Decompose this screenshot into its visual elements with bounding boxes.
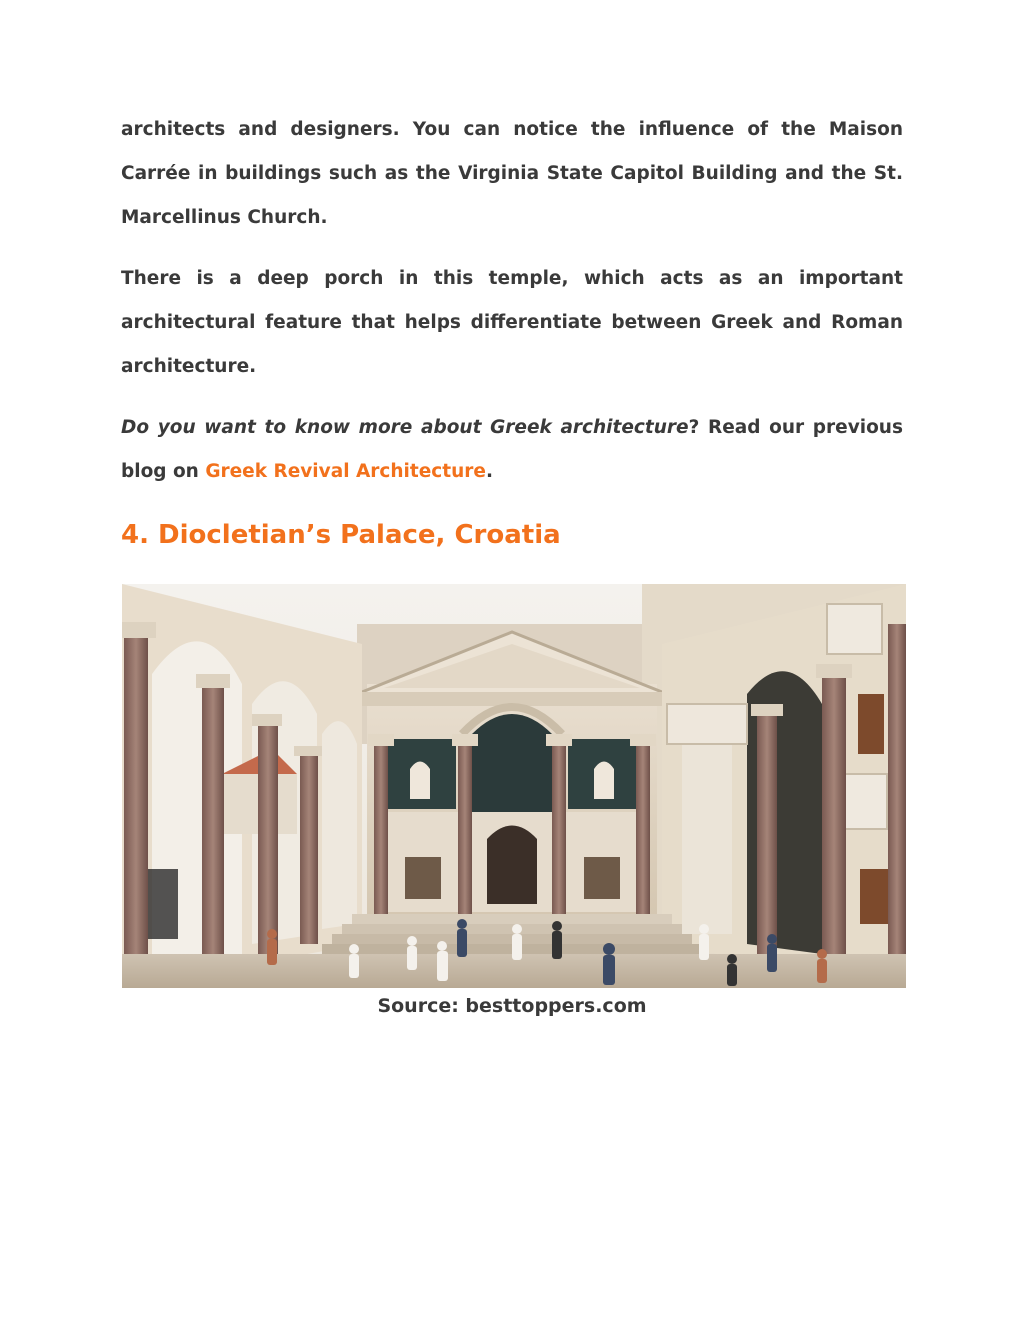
end-period: . bbox=[485, 461, 493, 482]
greek-revival-architecture-link[interactable]: Greek Revival Architecture bbox=[205, 461, 486, 482]
paragraph-greek-architecture-prompt bbox=[121, 406, 903, 494]
palace-illustration bbox=[122, 584, 906, 988]
read-previous-text: Read our previous blog on bbox=[121, 417, 903, 482]
question-mark: ? bbox=[688, 417, 700, 438]
italic-question: Do you want to know more about Greek architecture bbox=[121, 417, 689, 438]
paragraph-maison-carree-influence: architects and designers. You can notice the influence of the Maison Carrée in buildings such as the Virginia State Capitol Building and the St. Marcellinus Church. bbox=[121, 119, 903, 228]
diocletians-palace-photo bbox=[122, 584, 906, 988]
article-body bbox=[121, 108, 903, 556]
paragraph-deep-porch: There is a deep porch in this temple, which acts as an important architectural feature that helps differentiate between Greek and Roman architecture. bbox=[121, 268, 903, 377]
section-heading: 4. Diocletian’s Palace, Croatia bbox=[121, 520, 561, 550]
image-caption: Source: besttoppers.com bbox=[377, 995, 647, 1017]
